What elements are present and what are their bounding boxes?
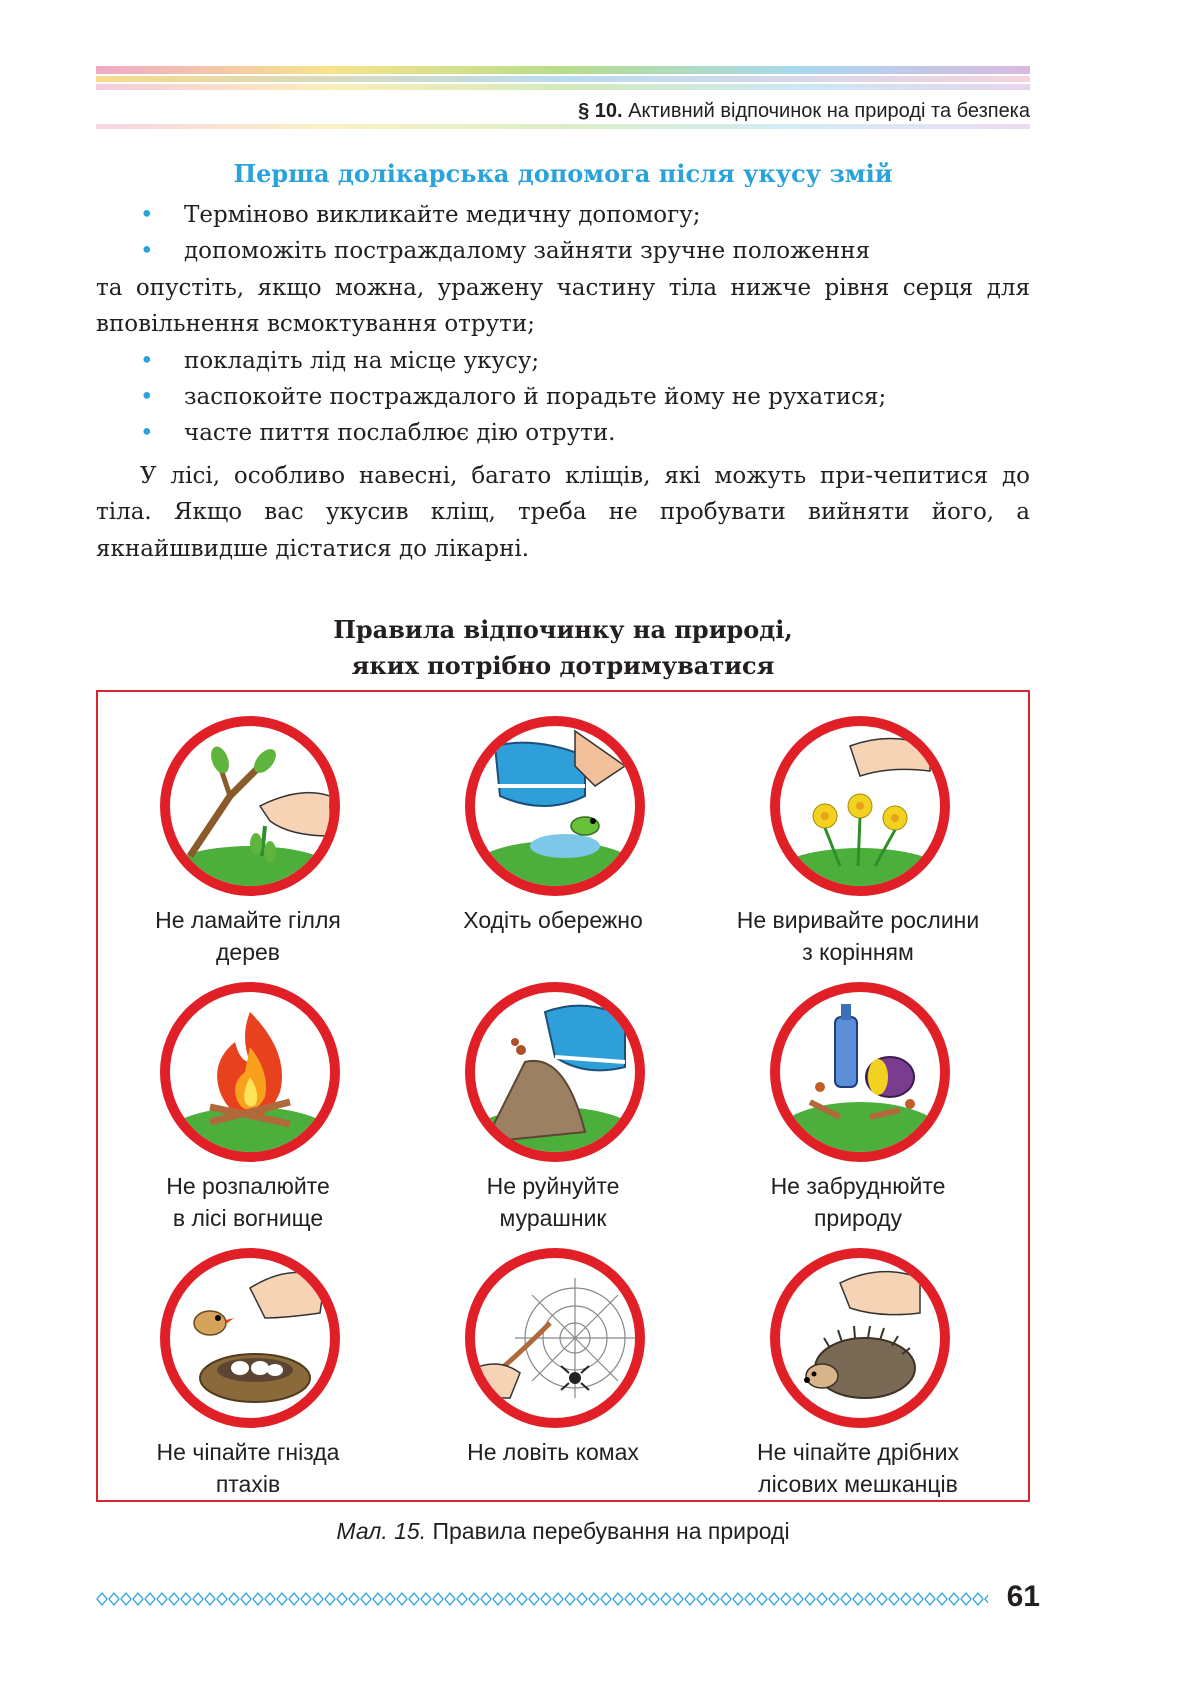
bullet-item <box>96 379 1030 415</box>
rule-caption <box>413 904 693 936</box>
rule-cell <box>108 1248 388 1497</box>
rule-caption-line: з корінням <box>802 939 914 965</box>
rule-caption-line: Не забруднюйте <box>770 1173 946 1199</box>
rule-caption <box>413 1170 693 1234</box>
figure-label: Мал. 15. <box>336 1518 427 1544</box>
rule-caption-line: в лісі вогнище <box>172 1205 324 1231</box>
page-number: 61 <box>1006 1580 1040 1613</box>
rule-caption <box>718 1170 998 1234</box>
rule-caption-line: Не виривайте рослини <box>736 907 980 933</box>
rule-caption-line: лісових мешканців <box>758 1471 958 1497</box>
litter-icon <box>770 982 950 1162</box>
rule-caption-line: Ходіть обережно <box>463 907 643 933</box>
header-rainbow-band <box>96 66 1030 96</box>
first-aid-title: Перша долікарська допомога після укусу змій <box>233 159 893 188</box>
rule-caption <box>108 904 388 968</box>
section-title: Активний відпочинок на природі та безпека <box>628 100 1030 122</box>
bullet-dot-icon: • <box>140 238 154 265</box>
rules-title-line: Правила відпочинку на природі, <box>333 615 793 644</box>
bird-nest-icon <box>160 1248 340 1428</box>
rule-caption <box>718 1436 998 1500</box>
bullet-item <box>96 197 1030 233</box>
bullet-dot-icon: • <box>140 420 154 447</box>
rule-cell <box>413 982 693 1231</box>
figure-caption <box>96 1518 1030 1545</box>
bullet-dot-icon: • <box>140 384 154 411</box>
rule-caption-line: мурашник <box>499 1205 607 1231</box>
figure-caption-text: Правила перебування на природі <box>426 1518 790 1544</box>
rule-cell <box>718 1248 998 1497</box>
rule-caption <box>108 1436 388 1500</box>
rule-caption <box>413 1436 693 1468</box>
bullet-item <box>96 415 1030 451</box>
bullet-item <box>96 343 1030 379</box>
rule-cell <box>413 716 693 956</box>
campfire-icon <box>160 982 340 1162</box>
rule-cell <box>413 1248 693 1488</box>
rules-title <box>96 612 1030 684</box>
bullet-item <box>96 233 1030 269</box>
bullet-text: покладіть лід на місце укусу; <box>184 347 540 374</box>
rule-caption-line: птахів <box>215 1471 281 1497</box>
rule-caption <box>718 904 998 968</box>
rule-caption-line: Не чіпайте гнізда <box>156 1439 340 1465</box>
rule-caption-line: Не розпалюйте <box>166 1173 330 1199</box>
spider-web-icon <box>465 1248 645 1428</box>
rule-caption-line: Не ловіть комах <box>467 1439 639 1465</box>
flowers-hand-icon <box>770 716 950 896</box>
bullet-dot-icon: • <box>140 202 154 228</box>
broken-branch-icon <box>160 716 340 896</box>
hedgehog-icon <box>770 1248 950 1428</box>
bullet-continuation: та опустіть, якщо можна, уражену частину тіла нижче рівня серця для вповільнення всмоктування отрути; <box>96 274 1030 338</box>
bullet-text: допоможіть постраждалому зайняти зручне положення <box>184 238 871 265</box>
rule-cell <box>108 982 388 1231</box>
footer-diamond-border <box>96 1592 988 1606</box>
rule-caption-line: Не чіпайте дрібних <box>757 1439 959 1465</box>
rule-caption-line: природу <box>813 1205 903 1231</box>
bullet-text: часте пиття послаблює дію отрути. <box>184 420 616 447</box>
rule-cell <box>108 716 388 965</box>
section-number: § 10. <box>578 100 623 122</box>
rule-caption-line: Не ламайте гілля <box>155 907 341 933</box>
rule-caption-line: Не руйнуйте <box>486 1173 620 1199</box>
ticks-paragraph: У лісі, особливо навесні, багато кліщів, які можуть при-чепитися до тіла. Якщо вас укусив кліщ, треба не пробувати вийняти його, а якнайшвидше дістатися до лікарні. <box>96 462 1030 562</box>
anthill-shoe-icon <box>465 982 645 1162</box>
bullet-dot-icon: • <box>140 347 154 374</box>
rules-title-line: яких потрібно дотримуватися <box>351 651 775 680</box>
bullet-text: Терміново викликайте медичну допомогу; <box>184 202 701 228</box>
rules-figure-frame <box>96 690 1030 1502</box>
body-text <box>96 197 1030 567</box>
careful-step-frog-icon <box>465 716 645 896</box>
rule-caption <box>108 1170 388 1234</box>
running-header <box>96 96 1030 126</box>
bullet-text: заспокойте постраждалого й порадьте йому не рухатися; <box>184 384 887 411</box>
rule-caption-line: дерев <box>215 939 280 965</box>
rule-cell <box>718 716 998 965</box>
rule-cell <box>718 982 998 1231</box>
header-underline <box>96 124 1030 130</box>
